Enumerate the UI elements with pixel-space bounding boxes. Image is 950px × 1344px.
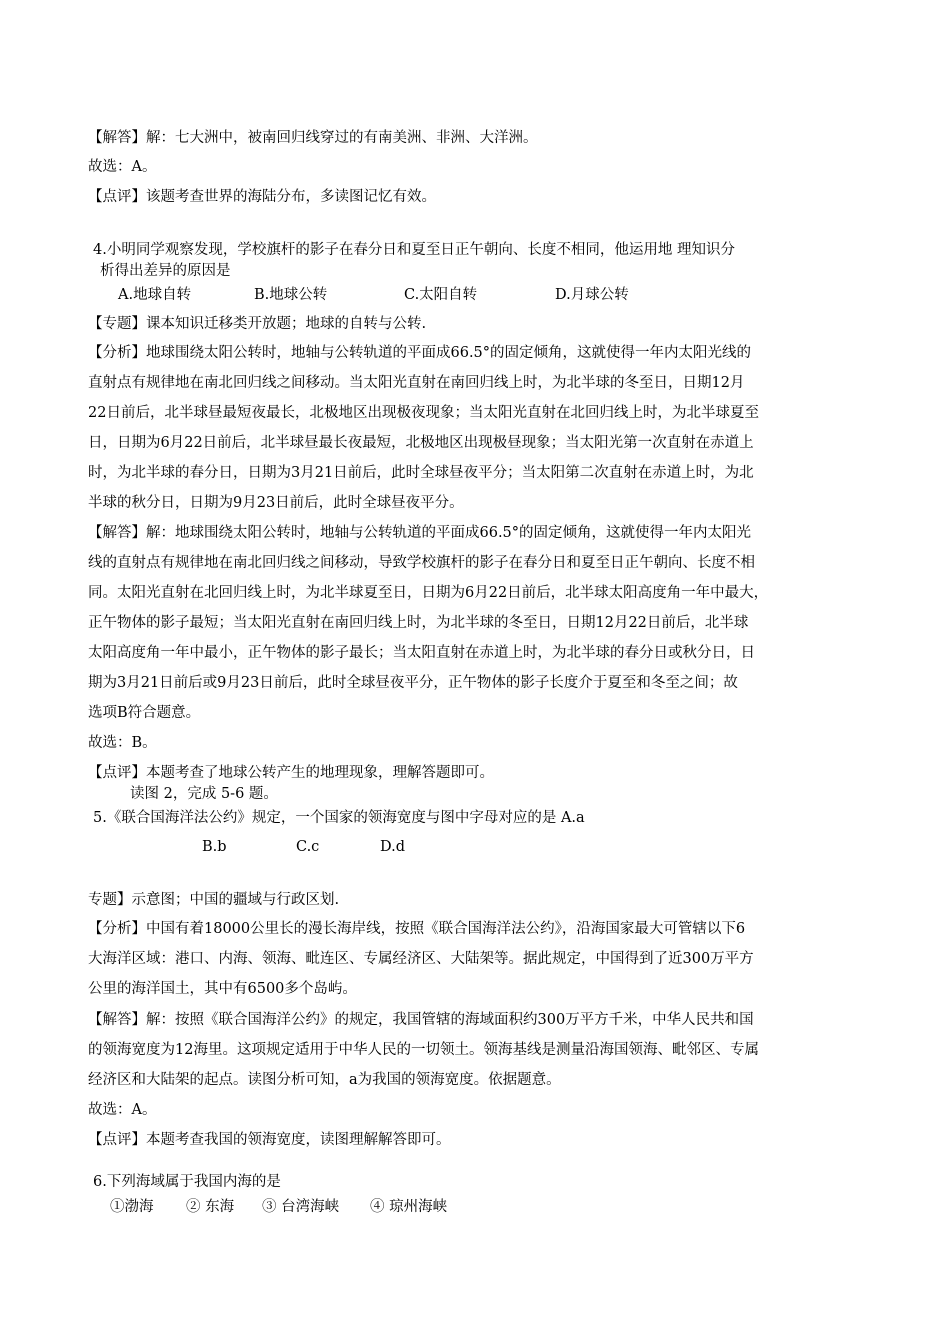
q5-analysis-line: 公里的海洋国土，其中有6500多个岛屿。 [88, 981, 357, 997]
q4-answer-line: 正午物体的影子最短；当太阳光直射在南回归线上时，为北半球的冬至日，日期12月22日前后，北半球 [88, 615, 749, 631]
q5-option-c: C.c [296, 839, 320, 855]
q6-option-4: ④ 琼州海峡 [370, 1199, 448, 1215]
q3-comment: 【点评】该题考查世界的海陆分布，多读图记忆有效。 [88, 189, 436, 205]
q4-analysis-line: 22日前后，北半球昼最短夜最长，北极地区出现极夜现象；当太阳光直射在北回归线上时，为北半球夏至 [88, 405, 759, 421]
q4-analysis-line: 时，为北半球的春分日，日期为3月21日前后，此时全球昼夜平分；当太阳第二次直射在赤道上时，为北 [88, 465, 754, 481]
q5-option-d: D.d [380, 839, 405, 855]
q6-stem: 6.下列海域属于我国内海的是 [93, 1174, 281, 1190]
q4-analysis-line: 半球的秋分日，日期为9月23日前后，此时全球昼夜平分。 [88, 495, 464, 511]
q6-option-3: ③ 台湾海峡 [262, 1199, 340, 1215]
q4-answer-line: 【解答】解：地球围绕太阳公转时，地轴与公转轨道的平面成66.5°的固定倾角，这就使得一年内太阳光 [88, 525, 752, 541]
q5-answer-line: 【解答】解：按照《联合国海洋公约》的规定，我国管辖的海域面积约300万平方千米，中华人民共和国 [88, 1012, 754, 1028]
q4-answer-line: 同。太阳光直射在北回归线上时，为北半球夏至日，日期为6月22日前后，北半球太阳高度角一年中最大， [88, 585, 769, 601]
q4-stem-line2: 析得出差异的原因是 [100, 263, 231, 279]
q4-option-c: C.太阳自转 [404, 287, 478, 303]
q4-choice: 故选：B。 [88, 735, 157, 751]
q4-stem-line1: 4.小明同学观察发现，学校旗杆的影子在春分日和夏至日正午朝向、长度不相同，他运用地 理知识分 [93, 242, 735, 258]
q4-analysis-line: 【分析】地球围绕太阳公转时，地轴与公转轨道的平面成66.5°的固定倾角，这就使得一年内太阳光线的 [88, 345, 752, 361]
q4-answer-line: 期为3月21日前后或9月23日前后，此时全球昼夜平分，正午物体的影子长度介于夏至和冬至之间；故 [88, 675, 738, 691]
q5-analysis-line: 大海洋区域：港口、内海、领海、毗连区、专属经济区、大陆架等。据此规定，中国得到了近300万平方 [88, 951, 754, 967]
q4-analysis-line: 日，日期为6月22日前后，北半球昼最长夜最短，北极地区出现极昼现象；当太阳光第一次直射在赤道上 [88, 435, 754, 451]
q5-answer-line: 经济区和大陆架的起点。读图分析可知，a为我国的领海宽度。依据题意。 [88, 1072, 561, 1088]
q3-answer: 【解答】解：七大洲中，被南回归线穿过的有南美洲、非洲、大洋洲。 [88, 130, 538, 146]
q5-comment: 【点评】本题考查我国的领海宽度，读图理解解答即可。 [88, 1132, 451, 1148]
q5-intro: 读图 2，完成 5-6 题。 [130, 786, 278, 802]
q4-comment: 【点评】本题考查了地球公转产生的地理现象，理解答题即可。 [88, 765, 494, 781]
q4-answer-line: 线的直射点有规律地在南北回归线之间移动，导致学校旗杆的影子在春分日和夏至日正午朝向、长度不相 [88, 555, 755, 571]
q6-option-1: ①渤海 [110, 1199, 154, 1215]
q5-topic: 专题】示意图；中国的疆域与行政区划. [88, 892, 340, 908]
q4-answer-line: 太阳高度角一年中最小，正午物体的影子最长；当太阳直射在赤道上时，为北半球的春分日或秋分日，日 [88, 645, 755, 661]
q5-stem: 5.《联合国海洋法公约》规定，一个国家的领海宽度与图中字母对应的是 A.a [93, 810, 585, 826]
q5-answer-line: 的领海宽度为12海里。这项规定适用于中华人民的一切领土。领海基线是测量沿海国领海、毗邻区、专属 [88, 1042, 759, 1058]
q5-choice: 故选：A。 [88, 1102, 157, 1118]
q6-option-2: ② 东海 [186, 1199, 235, 1215]
q4-analysis-line: 直射点有规律地在南北回归线之间移动。当太阳光直射在南回归线上时，为北半球的冬至日，日期12月 [88, 375, 745, 391]
q4-topic: 【专题】课本知识迁移类开放题；地球的自转与公转. [88, 316, 427, 332]
q4-option-b: B.地球公转 [254, 287, 328, 303]
q4-option-d: D.月球公转 [555, 287, 629, 303]
q4-option-a: A.地球自转 [118, 287, 192, 303]
q3-choice: 故选：A。 [88, 159, 157, 175]
q5-analysis-line: 【分析】中国有着18000公里长的漫长海岸线，按照《联合国海洋法公约》，沿海国家最大可管辖以下6 [88, 921, 746, 937]
q4-answer-line: 选项B符合题意。 [88, 705, 201, 721]
q5-option-b: B.b [202, 839, 227, 855]
